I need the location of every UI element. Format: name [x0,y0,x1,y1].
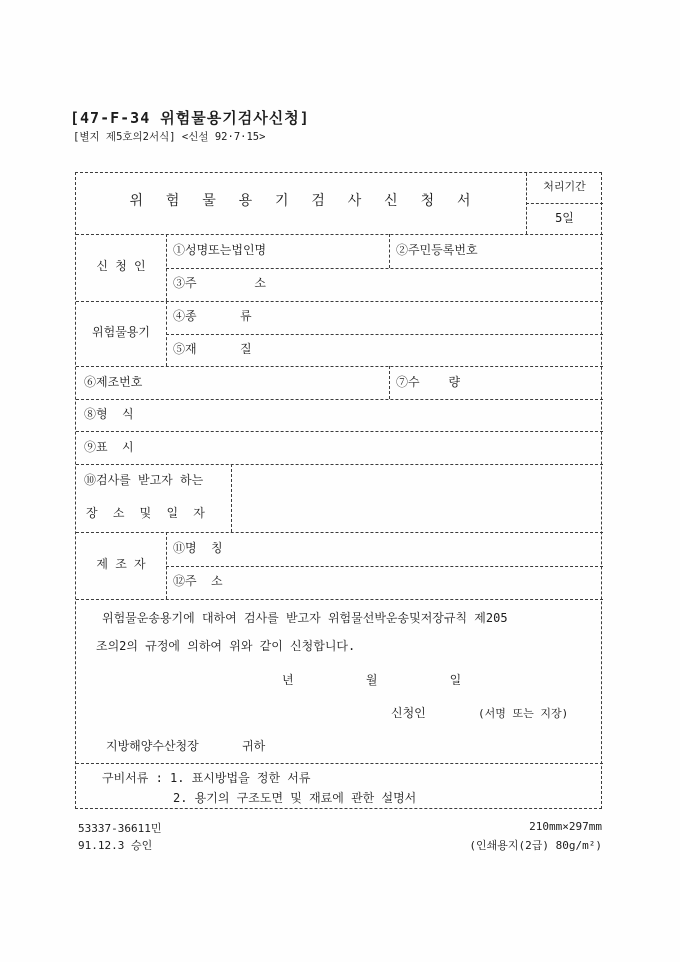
application-form-table [75,172,602,809]
divider-line [231,464,232,532]
manufacturer-section-label: 제 조 자 [96,557,146,571]
container-section-label: 위험물용기 [92,325,150,339]
divider-line [166,566,603,567]
divider-line [76,532,603,533]
divider-line [76,399,603,400]
marking-label: ⑨표 시 [84,440,134,454]
quantity-label: ⑦수 량 [396,375,461,389]
signature-note: (서명 또는 지장) [478,707,569,720]
divider-line [76,234,603,235]
processing-period-label: 처리기간 [543,180,586,193]
form-title: 위 험 물 용 기 검 사 신 청 서 [129,193,473,209]
serial-number-label: ⑥제조번호 [84,375,143,389]
inspection-place-label-line1: ⑩검사를 받고자 하는 [84,473,204,487]
divider-line [389,234,390,268]
manufacturer-name-label: ⑪명 칭 [173,541,223,555]
divider-line [166,334,603,335]
divider-line [526,203,603,204]
container-material-label: ⑤재 질 [173,342,252,356]
divider-line [76,301,603,302]
applicant-section-label: 신 청 인 [96,259,146,273]
divider-line [166,532,167,599]
recipient-line: 지방해양수산청장 귀하 [106,739,266,753]
applicant-address-label: ③주 소 [173,276,266,290]
applicant-name-label: ①성명또는법인명 [173,243,267,257]
inspection-place-label-line2: 장 소 및 일 자 [86,506,209,520]
form-number: 53337-36611민 [78,822,162,835]
divider-line [166,268,603,269]
statement-line2: 조의2의 규정에 의하여 위와 같이 신청합니다. [96,639,356,653]
date-line: 년 월 일 [282,673,462,687]
attachments-line1: 구비서류 : 1. 표시방법을 정한 서류 [102,771,311,785]
resident-id-label: ②주민등록번호 [396,243,478,257]
applicant-sign-label: 신청인 [391,706,426,720]
document-title: [47-F-34 위험물용기검사신청] [70,109,310,127]
divider-line [389,366,390,399]
divider-line [76,464,603,465]
divider-line [166,301,167,366]
approval-date: 91.12.3 승인 [78,839,153,852]
paper-size: 210mm×297mm [529,820,602,833]
statement-line1: 위험물운송용기에 대하여 검사를 받고자 위험물선박운송및저장규칙 제205 [102,611,508,625]
container-kind-label: ④종 류 [173,309,252,323]
model-label: ⑧형 식 [84,407,134,421]
manufacturer-address-label: ⑫주 소 [173,574,223,588]
processing-period-value: 5일 [555,211,574,225]
divider-line [76,763,603,764]
divider-line [166,234,167,301]
divider-line [76,599,603,600]
paper-type: (인쇄용지(2급) 80g/m²) [469,839,602,852]
divider-line [76,366,603,367]
attachments-line2: 2. 용기의 구조도면 및 재료에 관한 설명서 [173,791,417,805]
document-subtitle: [별지 제5호의2서식] <신설 92·7·15> [73,131,266,143]
divider-line [76,431,603,432]
